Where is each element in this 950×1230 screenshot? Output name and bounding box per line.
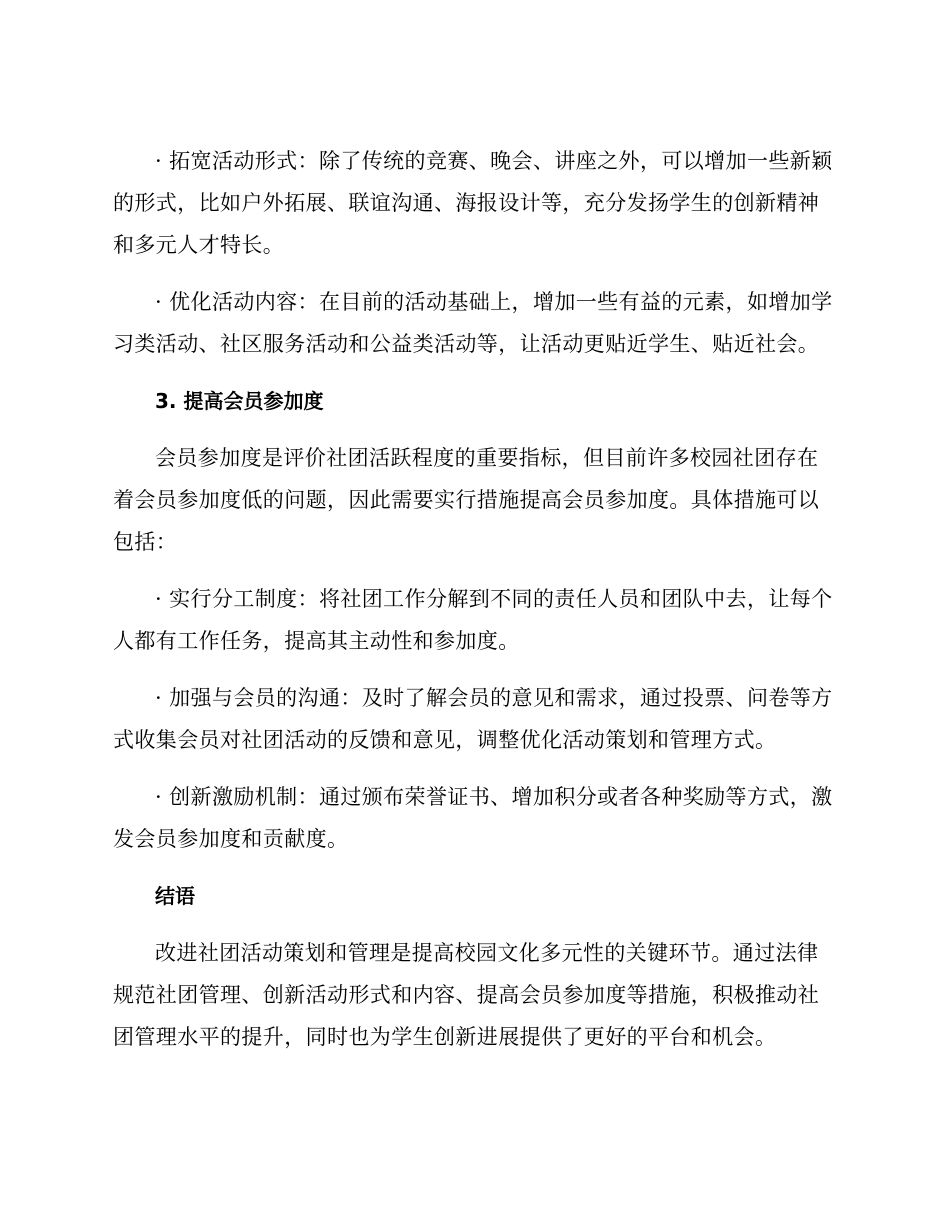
paragraph-conclusion: 改进社团活动策划和管理是提高校园文化多元性的关键环节。通过法律规范社团管理、创新活动形式和内容、提高会员参加度等措施，积极推动社团管理水平的提升，同时也为学生创新进展提供了更好的平台和机会。 xyxy=(113,941,820,1049)
section-heading-conclusion: 结语 xyxy=(155,884,195,908)
bullet-division-of-labor: · 实行分工制度：将社团工作分解到不同的责任人员和团队中去，让每个人都有工作任务，提高其主动性和参加度。 xyxy=(113,587,833,653)
section-heading-member-participation: 3. 提高会员参加度 xyxy=(155,389,324,413)
bullet-optimize-activity-content: · 优化活动内容：在目前的活动基础上，增加一些有益的元素，如增加学习类活动、社区服务活动和公益类活动等，让活动更贴近学生、贴近社会。 xyxy=(113,290,833,356)
bullet-member-communication: · 加强与会员的沟通：及时了解会员的意见和需求，通过投票、问卷等方式收集会员对社团活动的反馈和意见，调整优化活动策划和管理方式。 xyxy=(113,686,833,752)
bullet-expand-activity-forms: · 拓宽活动形式：除了传统的竞赛、晚会、讲座之外，可以增加一些新颖的形式，比如户外拓展、联谊沟通、海报设计等，充分发扬学生的创新精神和多元人才特长。 xyxy=(113,149,833,257)
document-body xyxy=(113,140,837,1073)
paragraph-member-participation-intro: 会员参加度是评价社团活跃程度的重要指标，但目前许多校园社团存在着会员参加度低的问题，因此需要实行措施提高会员参加度。具体措施可以包括： xyxy=(113,446,820,554)
bullet-incentive-mechanism: · 创新激励机制：通过颁布荣誉证书、增加积分或者各种奖励等方式，激发会员参加度和贡献度。 xyxy=(113,785,833,851)
